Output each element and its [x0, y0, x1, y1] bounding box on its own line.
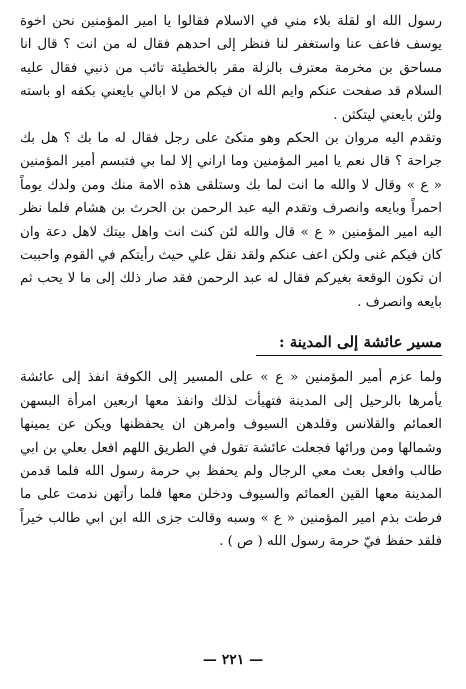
section-heading: مسير عائشة إلى المدينة : [278, 333, 442, 352]
paragraph-2: وتقدم اليه مروان بن الحكم وهو متكئ على رجل فقال له ما بك ؟ هل بك جراحة ؟ قال نعم يا امير المؤمنين وما اراني إلا لما بي فتبسم أمير المؤمنين « ع » وقال لا والله ما انت لما بك وستلقى هذه الامة منك ومن ولدك يوماً احمراً وبايعه وانصرف وتقدم اليه عبد الرحمن بن الحرث بن هشام فلما نظر اليه امير المؤمنين « ع » قال والله لئن كنت انت واهل بيتك لاهل دعة وان كان فيكم غنى ولكن اعف عنكم ولقد نقل علي حيث رأيتكم في القوم واحببت ان تكون الوقعة بغيركم فقال له عبد الرحمن فقد صار ذلك إلى ما لا يحب ثم بايعه وانصرف . [20, 131, 442, 310]
paragraph-3: ولما عزم أمير المؤمنين « ع » على المسير إلى الكوفة انفذ إلى عائشة يأمرها بالرحيل إلى المدينة فتهيأت لذلك وانفذ معها اربعين امرأة البسهن العمائم والقلانس وقلدهن السيوف وامرهن ان يحفظنها ويكن عن يمينها وشمالها ومن ورائها فجعلت عائشة تقول في الطريق اللهم افعل بعلي بن ابي طالب وافعل بعث معي الرجال ولم يحفظ بي حرمة رسول الله فلما قدمن المدينة معها القين العمائم والسيوف ودخلن معها فلما رأتهن ندمت على ما فرطت بذم امير المؤمنين « ع » وسبه وقالت جزى الله ابن ابي طالب خيراً فلقد حفظ فيّ حرمة رسول الله ( ص ) . [20, 370, 442, 550]
page-number: — ٢٢١ — [202, 652, 264, 668]
paragraph-1: رسول الله او لقلة بلاء مني في الاسلام فقالوا يا امير المؤمنين نحن اخوة يوسف فاعف عنا واستغفر لنا فنظر إلى احدهم فقال له من انت ؟ قال انا مساحق بن مخرمة معترف بالزلة مقر بالخطيئة تائب من ذنبي فقال عليه السلام قد صفحت عنكم وايم الله ان فيكم من لا ابالي بايعني بكفه او باسته ولئن بايعني ليتكثن . [20, 14, 442, 123]
heading-underline [256, 355, 442, 356]
